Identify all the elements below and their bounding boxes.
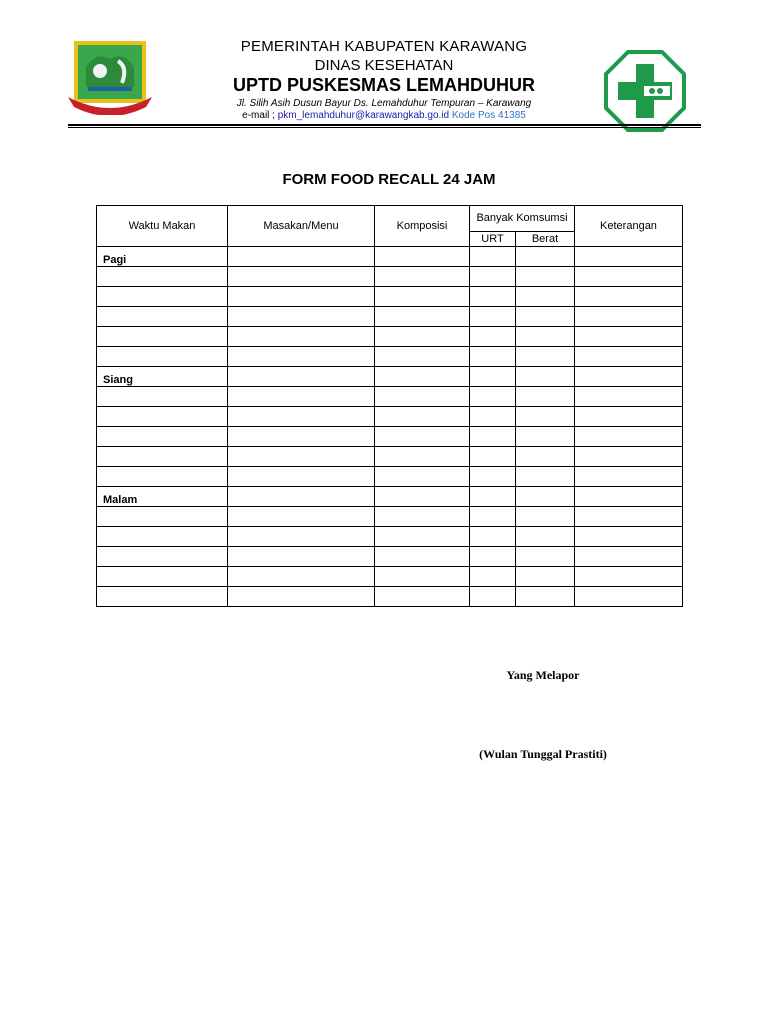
entry-cell[interactable] [516, 287, 575, 307]
header-rule-thin [68, 127, 701, 128]
table-row [97, 427, 683, 447]
entry-cell[interactable] [375, 367, 470, 387]
entry-cell[interactable] [470, 407, 516, 427]
entry-cell[interactable] [375, 547, 470, 567]
puskesmas-logo [604, 50, 686, 132]
entry-cell[interactable] [375, 487, 470, 507]
postal-code: Kode Pos 41385 [451, 110, 526, 121]
col-header-banyak: Banyak Komsumsi [470, 206, 575, 232]
entry-cell[interactable] [375, 587, 470, 607]
entry-cell[interactable] [575, 267, 683, 287]
col-header-masakan: Masakan/Menu [228, 206, 375, 247]
entry-cell[interactable] [516, 547, 575, 567]
entry-cell[interactable] [375, 447, 470, 467]
col-header-urt: URT [470, 232, 516, 247]
entry-cell[interactable] [575, 347, 683, 367]
table-row [97, 307, 683, 327]
entry-cell[interactable] [516, 567, 575, 587]
entry-cell[interactable] [470, 367, 516, 387]
entry-cell[interactable] [228, 347, 375, 367]
entry-cell[interactable] [470, 267, 516, 287]
table-row [97, 587, 683, 607]
entry-cell[interactable] [375, 287, 470, 307]
entry-cell[interactable] [516, 487, 575, 507]
table-row [97, 387, 683, 407]
entry-cell[interactable] [375, 347, 470, 367]
entry-cell[interactable] [470, 387, 516, 407]
entry-cell[interactable] [97, 267, 228, 287]
entry-cell[interactable] [575, 547, 683, 567]
entry-cell[interactable] [228, 467, 375, 487]
entry-cell[interactable] [375, 387, 470, 407]
entry-cell[interactable] [575, 387, 683, 407]
entry-cell[interactable] [97, 587, 228, 607]
entry-cell[interactable] [516, 407, 575, 427]
entry-cell[interactable] [575, 567, 683, 587]
entry-cell[interactable] [375, 307, 470, 327]
entry-cell[interactable] [375, 327, 470, 347]
entry-cell[interactable] [575, 587, 683, 607]
entry-cell[interactable] [228, 507, 375, 527]
entry-cell[interactable] [516, 527, 575, 547]
email-link[interactable]: pkm_lemahduhur@karawangkab.go.id [277, 110, 450, 121]
entry-cell[interactable] [97, 407, 228, 427]
entry-cell[interactable] [575, 447, 683, 467]
entry-cell[interactable] [228, 427, 375, 447]
table-body [97, 247, 683, 607]
entry-cell[interactable] [516, 507, 575, 527]
table-row [97, 247, 683, 267]
entry-cell[interactable] [228, 267, 375, 287]
entry-cell[interactable] [228, 547, 375, 567]
table-row [97, 467, 683, 487]
entry-cell[interactable] [516, 267, 575, 287]
section-label-cell: Siang [97, 367, 228, 387]
header-rule-thick [68, 124, 701, 126]
entry-cell[interactable] [470, 567, 516, 587]
table-row [97, 347, 683, 367]
table-row [97, 487, 683, 507]
entry-cell[interactable] [228, 587, 375, 607]
entry-cell[interactable] [375, 467, 470, 487]
entry-cell[interactable] [375, 407, 470, 427]
entry-cell[interactable] [375, 427, 470, 447]
entry-cell[interactable] [516, 427, 575, 447]
entry-cell[interactable] [575, 487, 683, 507]
entry-cell[interactable] [97, 307, 228, 327]
col-header-keterangan: Keterangan [575, 206, 683, 247]
header-institution: UPTD PUSKESMAS LEMAHDUHUR [232, 75, 535, 95]
entry-cell[interactable] [516, 447, 575, 467]
entry-cell[interactable] [470, 587, 516, 607]
entry-cell[interactable] [470, 447, 516, 467]
table-row [97, 447, 683, 467]
signature-label: Yang Melapor [506, 668, 580, 682]
entry-cell[interactable] [516, 367, 575, 387]
entry-cell[interactable] [375, 247, 470, 267]
entry-cell[interactable] [375, 527, 470, 547]
entry-cell[interactable] [470, 427, 516, 447]
header-address: Jl. Silih Asih Dusun Bayur Ds. Lemahduhur Tempuran – Karawang [236, 98, 532, 109]
entry-cell[interactable] [575, 527, 683, 547]
entry-cell[interactable] [470, 287, 516, 307]
entry-cell[interactable] [228, 567, 375, 587]
entry-cell[interactable] [228, 247, 375, 267]
entry-cell[interactable] [375, 267, 470, 287]
entry-cell[interactable] [575, 247, 683, 267]
entry-cell[interactable] [228, 447, 375, 467]
entry-cell[interactable] [97, 527, 228, 547]
entry-cell[interactable] [228, 287, 375, 307]
entry-cell[interactable] [575, 307, 683, 327]
table-row [97, 507, 683, 527]
header-contact [160, 110, 608, 121]
entry-cell[interactable] [470, 307, 516, 327]
entry-cell[interactable] [575, 327, 683, 347]
entry-cell[interactable] [516, 347, 575, 367]
form-title: FORM FOOD RECALL 24 JAM [282, 171, 496, 188]
entry-cell[interactable] [97, 567, 228, 587]
entry-cell[interactable] [228, 327, 375, 347]
entry-cell[interactable] [470, 527, 516, 547]
entry-cell[interactable] [97, 447, 228, 467]
food-recall-table [96, 205, 683, 607]
karawang-emblem-logo [66, 37, 154, 115]
entry-cell[interactable] [97, 467, 228, 487]
entry-cell[interactable] [516, 307, 575, 327]
entry-cell[interactable] [470, 507, 516, 527]
table-row [97, 527, 683, 547]
entry-cell[interactable] [470, 487, 516, 507]
entry-cell[interactable] [97, 347, 228, 367]
entry-cell[interactable] [516, 327, 575, 347]
entry-cell[interactable] [575, 427, 683, 447]
entry-cell[interactable] [575, 467, 683, 487]
entry-cell[interactable] [97, 327, 228, 347]
entry-cell[interactable] [97, 287, 228, 307]
entry-cell[interactable] [375, 507, 470, 527]
section-label-cell: Malam [97, 487, 228, 507]
entry-cell[interactable] [516, 587, 575, 607]
section-label-cell: Pagi [97, 247, 228, 267]
entry-cell[interactable] [228, 527, 375, 547]
table-row [97, 267, 683, 287]
entry-cell[interactable] [228, 407, 375, 427]
entry-cell[interactable] [228, 387, 375, 407]
entry-cell[interactable] [97, 427, 228, 447]
col-header-komposisi: Komposisi [375, 206, 470, 247]
header-department: DINAS KESEHATAN [314, 57, 454, 74]
entry-cell[interactable] [470, 347, 516, 367]
entry-cell[interactable] [516, 467, 575, 487]
entry-cell[interactable] [470, 247, 516, 267]
entry-cell[interactable] [470, 547, 516, 567]
entry-cell[interactable] [575, 287, 683, 307]
table-row [97, 327, 683, 347]
entry-cell[interactable] [228, 487, 375, 507]
col-header-waktu: Waktu Makan [97, 206, 228, 247]
entry-cell[interactable] [97, 547, 228, 567]
header-government: PEMERINTAH KABUPATEN KARAWANG [240, 38, 528, 55]
entry-cell[interactable] [228, 307, 375, 327]
entry-cell[interactable] [516, 247, 575, 267]
signature-name: (Wulan Tunggal Prastiti) [479, 747, 607, 761]
table-row [97, 547, 683, 567]
entry-cell[interactable] [228, 367, 375, 387]
table-row [97, 407, 683, 427]
entry-cell[interactable] [516, 387, 575, 407]
email-prefix: e-mail ; [242, 110, 278, 121]
table-row [97, 287, 683, 307]
table-row [97, 367, 683, 387]
table-row [97, 567, 683, 587]
entry-cell[interactable] [470, 327, 516, 347]
entry-cell[interactable] [575, 407, 683, 427]
entry-cell[interactable] [575, 507, 683, 527]
col-header-berat: Berat [516, 232, 575, 247]
entry-cell[interactable] [470, 467, 516, 487]
entry-cell[interactable] [97, 507, 228, 527]
entry-cell[interactable] [97, 387, 228, 407]
entry-cell[interactable] [575, 367, 683, 387]
entry-cell[interactable] [375, 567, 470, 587]
